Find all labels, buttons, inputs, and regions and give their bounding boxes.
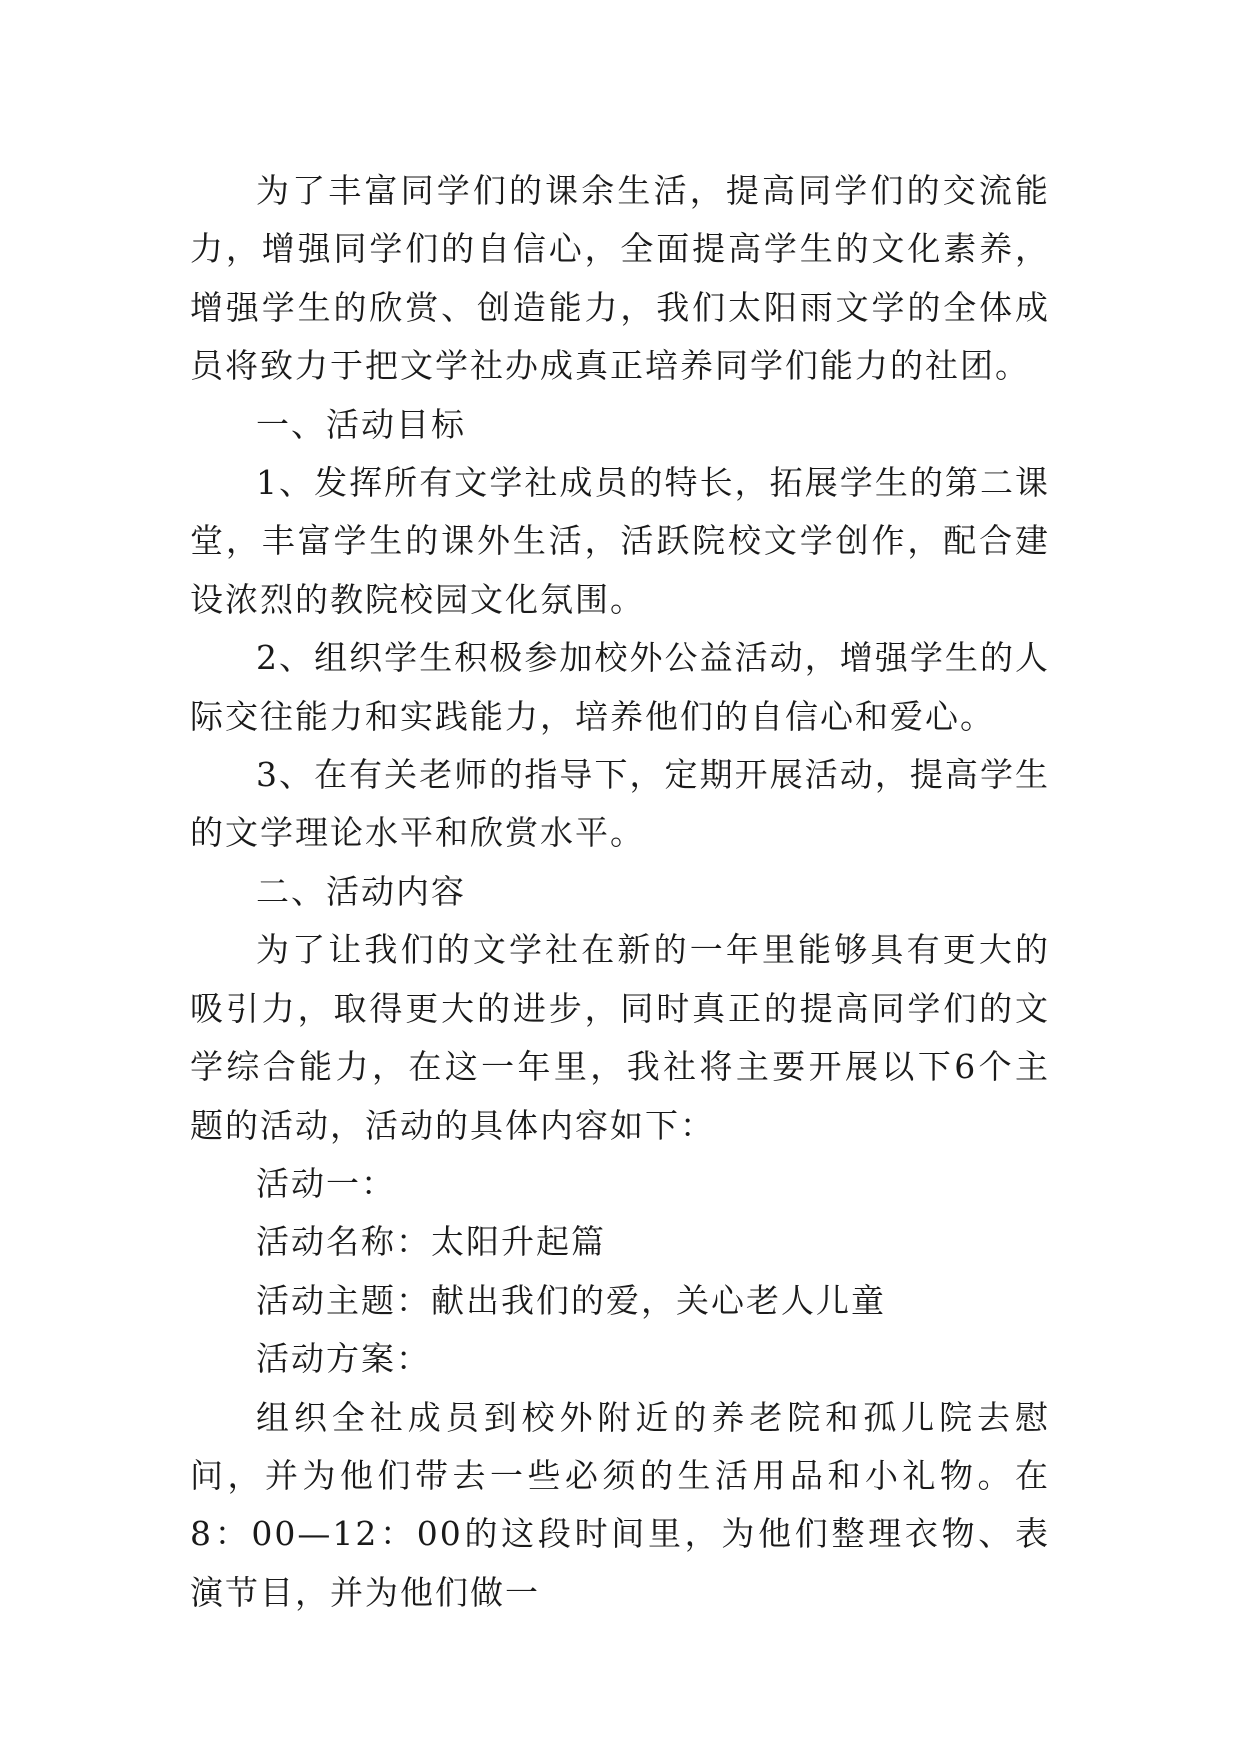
activity-name: 活动名称：太阳升起篇 [256,1222,606,1262]
activity-theme: 活动主题：献出我们的爱，关心老人儿童 [256,1280,886,1320]
document-body [190,162,1050,1622]
section-heading-goals: 一、活动目标 [256,404,466,444]
content-intro-paragraph: 为了让我们的文学社在新的一年里能够具有更大的吸引力，取得更大的进步，同时真正的提高同学们的文学综合能力，在这一年里，我社将主要开展以下6个主题的活动，活动的具体内容如下： [190,930,1050,1145]
goal-item-2: 2、组织学生积极参加校外公益活动，增强学生的人际交往能力和实践能力，培养他们的自信心和爱心。 [190,638,1050,736]
section-heading-content: 二、活动内容 [256,871,466,911]
activity-plan-heading: 活动方案： [256,1339,431,1379]
activity-one-heading: 活动一： [256,1163,396,1203]
intro-paragraph: 为了丰富同学们的课余生活，提高同学们的交流能力，增强同学们的自信心，全面提高学生的文化素养，增强学生的欣赏、创造能力，我们太阳雨文学的全体成员将致力于把文学社办成真正培养同学们能力的社团。 [190,171,1050,386]
activity-plan-paragraph: 组织全社成员到校外附近的养老院和孤儿院去慰问，并为他们带去一些必须的生活用品和小礼物。在8：00—12：00的这段时间里，为他们整理衣物、表演节目，并为他们做一 [190,1397,1050,1612]
goal-item-1: 1、发挥所有文学社成员的特长，拓展学生的第二课堂，丰富学生的课外生活，活跃院校文学创作，配合建设浓烈的教院校园文化氛围。 [190,463,1050,619]
goal-item-3: 3、在有关老师的指导下，定期开展活动，提高学生的文学理论水平和欣赏水平。 [190,755,1050,853]
